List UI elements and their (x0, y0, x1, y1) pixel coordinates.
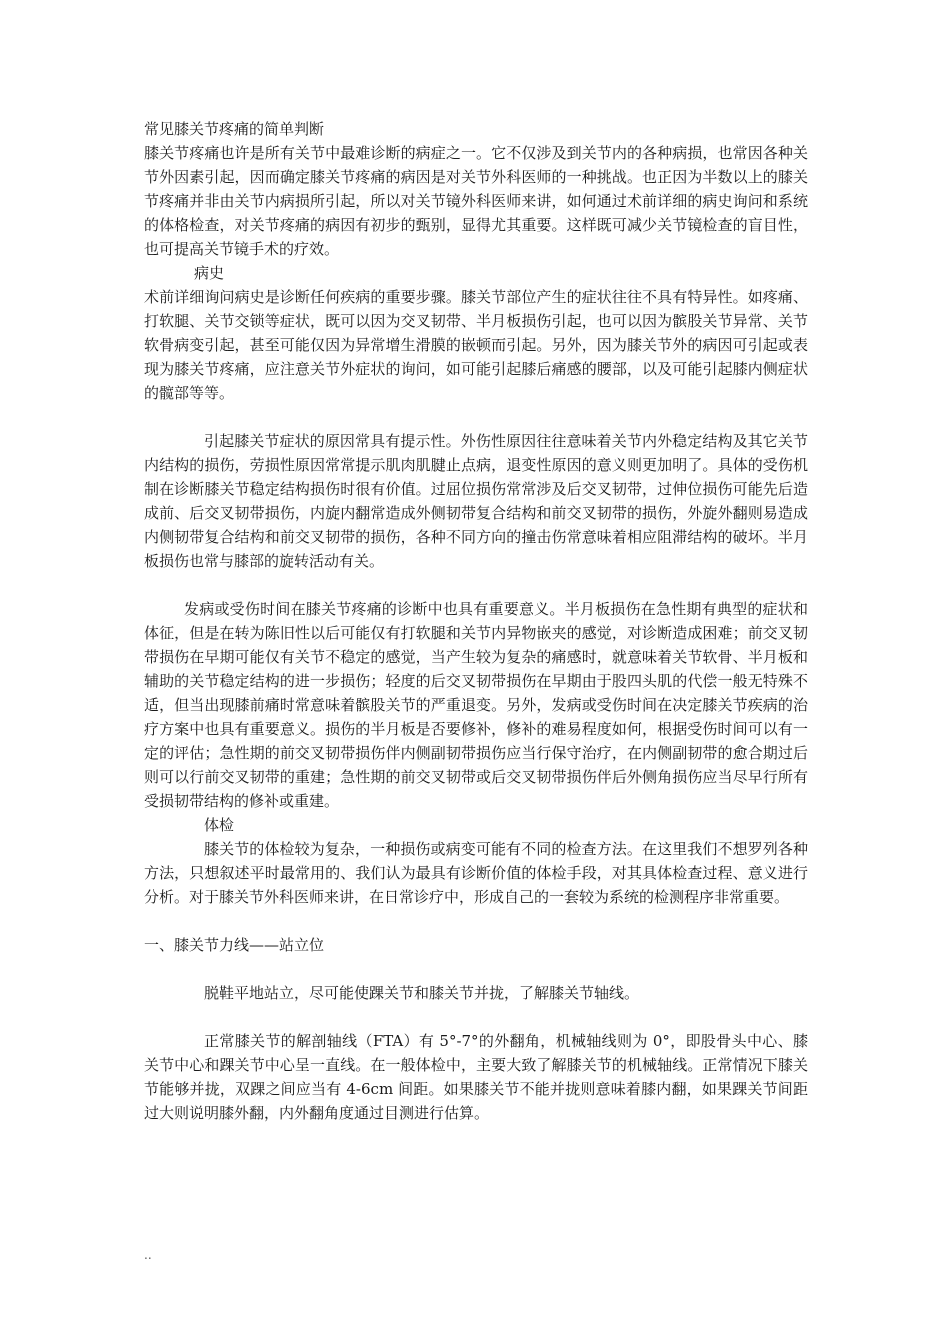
footer-mark: .. (144, 1248, 152, 1262)
heading-history: 病史 (194, 264, 225, 282)
section1-paragraph-1: 脱鞋平地站立，尽可能使踝关节和膝关节并拢，了解膝关节轴线。 (204, 984, 640, 1002)
exam-paragraph-1: 膝关节的体检较为复杂，一种损伤或病变可能有不同的检查方法。在这里我们不想罗列各种方法，只想叙述平时最常用的、我们认为最具有诊断价值的体检手段，对其具体检查过程、意义进行分析。对于膝关节外科医师来讲，在日常诊疗中，形成自己的一套较为系统的检测程序非常重要。 (144, 840, 808, 906)
document-title: 常见膝关节疼痛的简单判断 (144, 120, 325, 138)
document-body (144, 117, 808, 1125)
spacer (144, 909, 808, 933)
spacer (144, 405, 808, 429)
history-paragraph-1: 术前详细询问病史是诊断任何疾病的重要步骤。膝关节部位产生的症状往往不具有特异性。如疼痛、打软腿、关节交锁等症状，既可以因为交叉韧带、半月板损伤引起，也可以因为髌股关节异常、关节软骨病变引起，甚至可能仅因为异常增生滑膜的嵌顿而引起。另外，因为膝关节外的病因可引起或表现为膝关节疼痛，应注意关节外症状的询问，如可能引起膝后痛感的腰部，以及可能引起膝内侧症状的髋部等等。 (144, 288, 808, 402)
history-paragraph-2: 引起膝关节症状的原因常具有提示性。外伤性原因往往意味着关节内外稳定结构及其它关节内结构的损伤，劳损性原因常常提示肌肉肌腱止点病，退变性原因的意义则更加明了。具体的受伤机制在诊断膝关节稳定结构损伤时很有价值。过屈位损伤常常涉及后交叉韧带，过伸位损伤可能先后造成前、后交叉韧带损伤，内旋内翻常造成外侧韧带复合结构和前交叉韧带的损伤，外旋外翻则易造成内侧韧带复合结构和前交叉韧带的损伤，各种不同方向的撞击伤常意味着相应阻滞结构的破坏。半月板损伤也常与膝部的旋转活动有关。 (144, 432, 808, 570)
spacer (144, 957, 808, 981)
spacer (144, 1005, 808, 1029)
spacer (144, 573, 808, 597)
heading-exam: 体检 (204, 816, 235, 834)
heading-section-1: 一、膝关节力线——站立位 (144, 936, 325, 954)
intro-paragraph: 膝关节疼痛也许是所有关节中最难诊断的病症之一。它不仅涉及到关节内的各种病损，也常因各种关节外因素引起，因而确定膝关节疼痛的病因是对关节外科医师的一种挑战。也正因为半数以上的膝关节疼痛并非由关节内病损所引起，所以对关节镜外科医师来讲，如何通过术前详细的病史询问和系统的体格检查，对关节疼痛的病因有初步的甄别，显得尤其重要。这样既可减少关节镜检查的盲目性，也可提高关节镜手术的疗效。 (144, 144, 808, 258)
history-paragraph-3: 发病或受伤时间在膝关节疼痛的诊断中也具有重要意义。半月板损伤在急性期有典型的症状和体征，但是在转为陈旧性以后可能仅有打软腿和关节内异物嵌夹的感觉，对诊断造成困难；前交叉韧带损伤在早期可能仅有关节不稳定的感觉，当产生较为复杂的痛感时，就意味着关节软骨、半月板和辅助的关节稳定结构的进一步损伤；轻度的后交叉韧带损伤在早期由于股四头肌的代偿一般无特殊不适，但当出现膝前痛时常意味着髌股关节的严重退变。另外，发病或受伤时间在决定膝关节疾病的治疗方案中也具有重要意义。损伤的半月板是否要修补，修补的难易程度如何，根据受伤时间可以有一定的评估；急性期的前交叉韧带损伤伴内侧副韧带损伤应当行保守治疗，在内侧副韧带的愈合期过后则可以行前交叉韧带的重建；急性期的前交叉韧带或后交叉韧带损伤伴后外侧角损伤应当尽早行所有受损韧带结构的修补或重建。 (144, 600, 808, 810)
section1-paragraph-2: 正常膝关节的解剖轴线（FTA）有 5°-7°的外翻角，机械轴线则为 0°，即股骨头中心、膝关节中心和踝关节中心呈一直线。在一般体检中，主要大致了解膝关节的机械轴线。正常情况下膝关节能够并拢，双踝之间应当有 4-6cm 间距。如果膝关节不能并拢则意味着膝内翻，如果踝关节间距过大则说明膝外翻，内外翻角度通过目测进行估算。 (144, 1032, 808, 1122)
